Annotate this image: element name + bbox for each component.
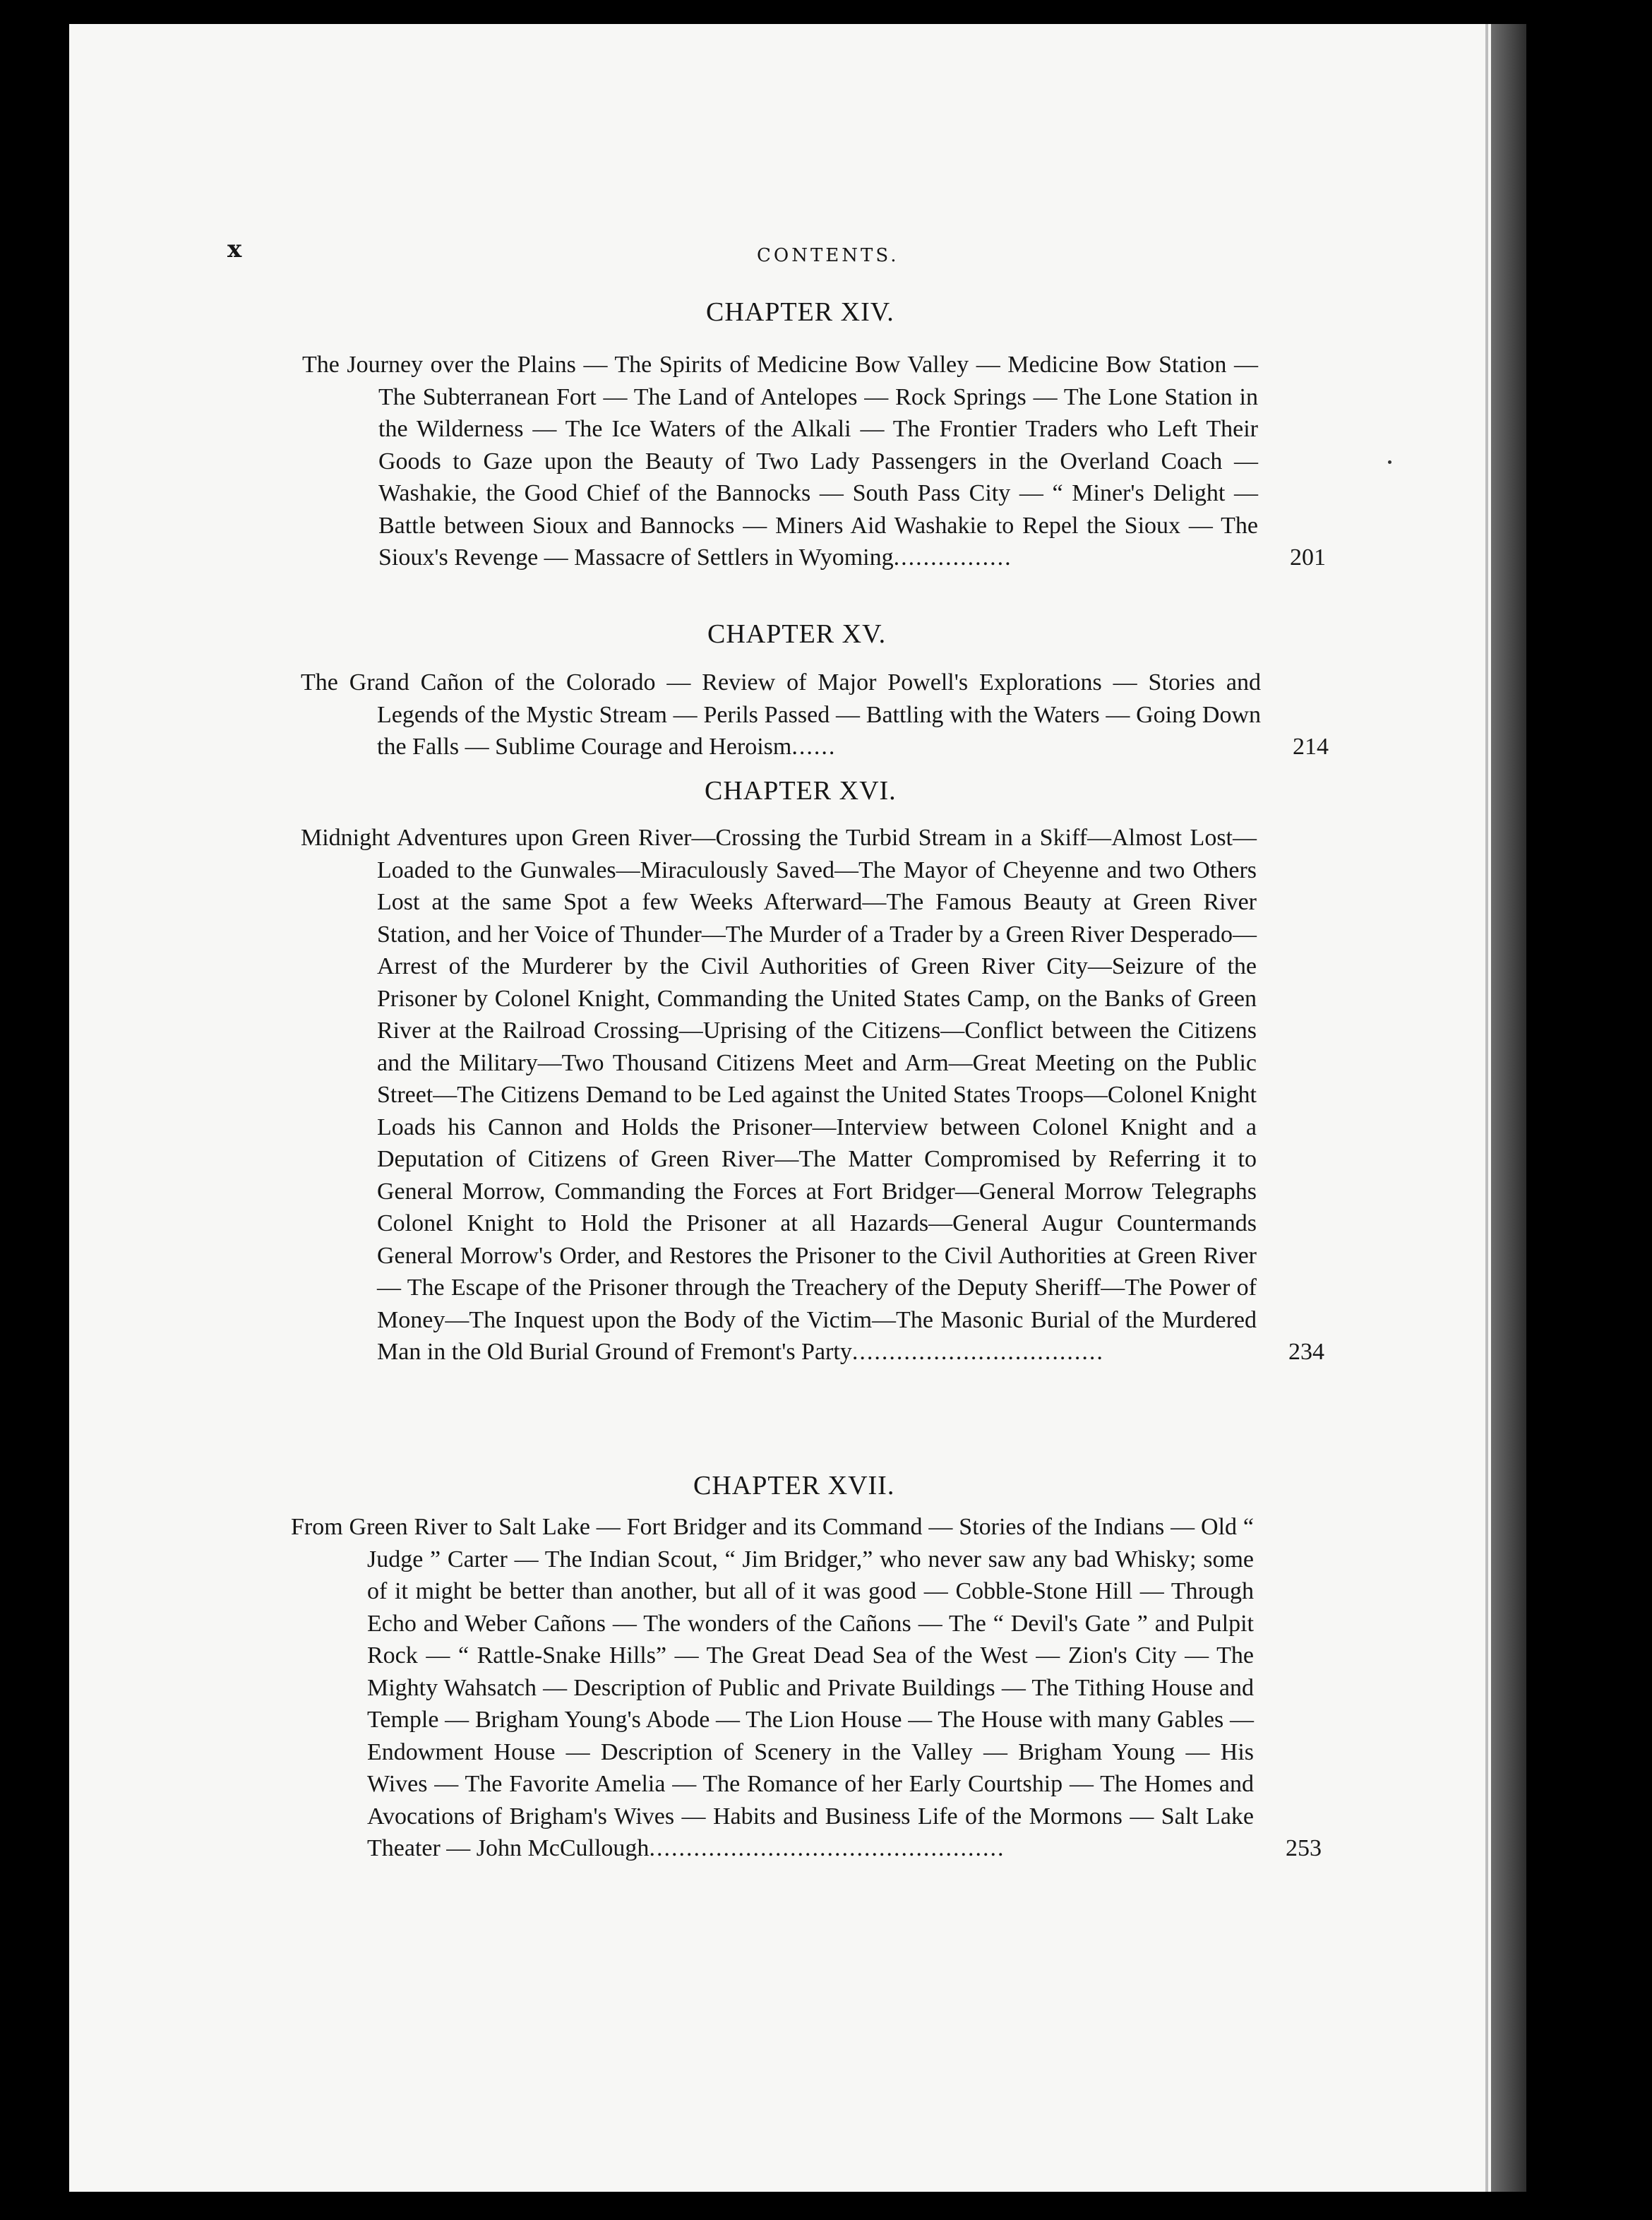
chapter-entry	[301, 822, 1324, 1368]
page-reference: 201	[1290, 544, 1326, 571]
leader-dots: ......	[791, 734, 837, 760]
chapter-summary: Midnight Adventures upon Green River—Crossing the Turbid Stream in a Skiff—Almost Lost—Loaded to the Gunwales—Miraculously Saved—The Mayor of Cheyenne and two Others Lost at the same Spot a few Weeks Afterward—The Famous Beauty at Green River Station, and her Voice of Thunder—The Murder of a Trader by a Green River Desperado—Arrest of the Murderer by the Civil Authorities of Green River City—Seizure of the Prisoner by Colonel Knight, Commanding the United States Camp, on the Banks of Green River at the Railroad Crossing—Uprising of the Citizens—Conflict between the Citizens and the Military—Two Thousand Citizens Meet and Arm—Great Meeting on the Public Street—The Citizens Demand to be Led against the United States Troops—Colonel Knight Loads his Cannon and Holds the Prisoner—Interview between Colonel Knight and a Deputation of Citizens of Green River—The Matter Compromised by Referring it to General Morrow, Commanding the Forces at Fort Bridger—General Morrow Telegraphs Colonel Knight to Hold the Prisoner at all Hazards—General Augur Countermands General Morrow's Order, and Restores the Prisoner to the Civil Authorities at Green River — The Escape of the Prisoner through the Treachery of the Deputy Sheriff—The Power of Money—The Inquest upon the Body of the Victim—The Masonic Burial of the Murdered Man in the Old Burial Ground of Fremont's Party	[301, 825, 1257, 1365]
leader-dots: ................................................	[649, 1835, 1005, 1861]
page-reference: 214	[1293, 734, 1329, 760]
page-edge-shadow	[1491, 24, 1526, 2192]
page-reference: 234	[1288, 1339, 1324, 1365]
leader-dots: ..................................	[851, 1339, 1104, 1365]
leader-dots: ................	[893, 544, 1012, 571]
chapter-entry	[291, 1511, 1322, 1865]
page-number: x	[227, 235, 242, 263]
chapter-heading: CHAPTER XIV.	[706, 297, 894, 327]
page-edge-line	[1485, 24, 1488, 2192]
chapter-entry	[301, 667, 1329, 763]
chapter-summary: From Green River to Salt Lake — Fort Bridger and its Command — Stories of the Indians — Old “ Judge ” Carter — The Indian Scout, “ Jim Bridger,” who never saw any bad Whisky; some of it might be better than another, but all of it was good — Cobble-Stone Hill — Through Echo and Weber Cañons — The wonders of the Cañons — The “ Devil's Gate ” and Pulpit Rock — “ Rattle-Snake Hills” — The Great Dead Sea of the West — Zion's City — The Mighty Wahsatch — Description of Public and Private Buildings — The Tithing House and Temple — Brigham Young's Abode — The Lion House — The House with many Gables — Endowment House — Description of Scenery in the Valley — Brigham Young — His Wives — The Favorite Amelia — The Romance of her Early Courtship — The Homes and Avocations of Brigham's Wives — Habits and Business Life of the Mormons — Salt Lake Theater — John McCullough	[291, 1514, 1254, 1861]
chapter-summary: The Journey over the Plains — The Spirits of Medicine Bow Valley — Medicine Bow Station — The Subterranean Fort — The Land of Antelopes — Rock Springs — The Lone Station in the Wilderness — The Ice Waters of the Alkali — The Frontier Traders who Left Their Goods to Gaze upon the Beauty of Two Lady Passengers in the Overland Coach — Washakie, the Good Chief of the Bannocks — South Pass City — “ Miner's Delight — Battle between Sioux and Bannocks — Miners Aid Washakie to Repel the Sioux — The Sioux's Revenge — Massacre of Settlers in Wyoming	[302, 352, 1258, 571]
chapter-heading: CHAPTER XV.	[707, 619, 887, 649]
running-head: CONTENTS.	[757, 245, 899, 266]
paper-speck	[1388, 460, 1391, 464]
chapter-entry	[302, 349, 1326, 574]
chapter-summary: The Grand Cañon of the Colorado — Review of Major Powell's Explorations — Stories and Legends of the Mystic Stream — Perils Passed — Battling with the Waters — Going Down the Falls — Sublime Courage and Heroism	[301, 669, 1261, 760]
chapter-heading: CHAPTER XVII.	[693, 1471, 895, 1500]
chapter-heading: CHAPTER XVI.	[705, 776, 897, 806]
page-reference: 253	[1286, 1835, 1322, 1861]
